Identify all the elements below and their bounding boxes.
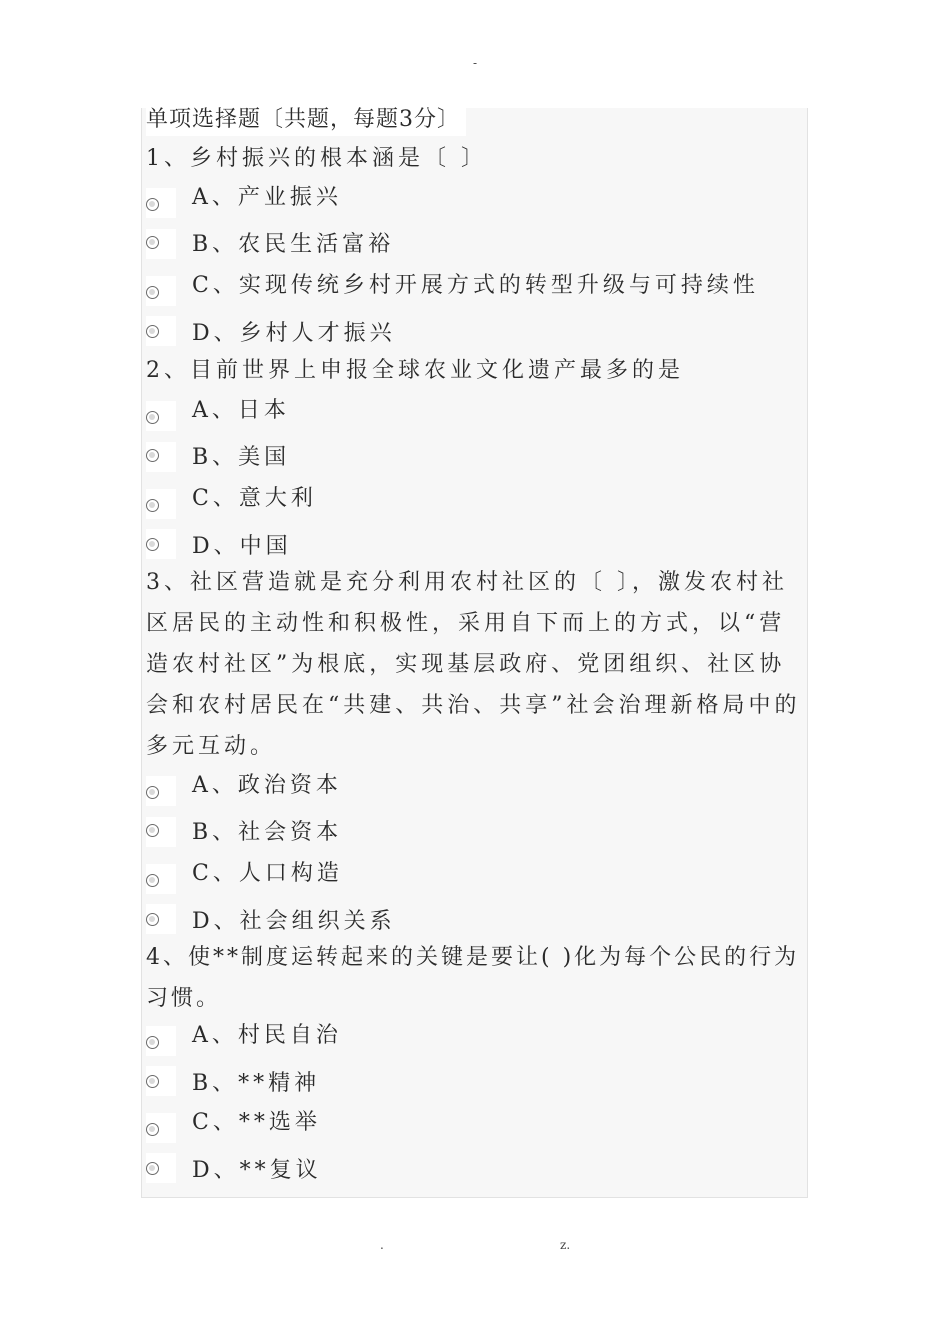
option-label: A、产业振兴 bbox=[192, 185, 342, 210]
radio-icon[interactable] bbox=[146, 236, 159, 249]
question-1-option-a[interactable] bbox=[146, 180, 766, 216]
option-label: A、日本 bbox=[192, 398, 290, 423]
option-label: D、乡村人才振兴 bbox=[192, 321, 396, 346]
question-3-option-a[interactable] bbox=[146, 768, 766, 804]
option-label: D、中国 bbox=[192, 534, 292, 559]
question-1-option-d[interactable] bbox=[146, 316, 766, 352]
question-1-option-b[interactable] bbox=[146, 227, 766, 263]
question-4-option-c[interactable] bbox=[146, 1105, 766, 1141]
option-label: A、村民自治 bbox=[192, 1023, 342, 1048]
radio-icon[interactable] bbox=[146, 824, 159, 837]
question-2-text: 2、目前世界上申报全球农业文化遗产最多的是 bbox=[146, 358, 684, 383]
question-4-text: 4、使**制度运转起来的关键是要让( )化为每个公民的行为习惯。 bbox=[146, 945, 800, 1011]
option-label: C、人口构造 bbox=[192, 861, 343, 886]
question-1-text: 1、乡村振兴的根本涵是〔 〕 bbox=[146, 146, 487, 171]
option-label: D、**复议 bbox=[192, 1158, 322, 1183]
page-header-mark: - bbox=[473, 56, 478, 70]
option-label: C、意大利 bbox=[192, 486, 317, 511]
radio-icon[interactable] bbox=[146, 1075, 159, 1088]
question-2-option-c[interactable] bbox=[146, 481, 766, 517]
radio-icon[interactable] bbox=[146, 325, 159, 338]
radio-icon[interactable] bbox=[146, 1162, 159, 1175]
radio-icon[interactable] bbox=[146, 1036, 159, 1049]
question-2-option-b[interactable] bbox=[146, 440, 766, 476]
radio-icon[interactable] bbox=[146, 786, 159, 799]
radio-icon[interactable] bbox=[146, 198, 159, 211]
option-label: A、政治资本 bbox=[192, 773, 342, 798]
radio-icon[interactable] bbox=[146, 1123, 159, 1136]
option-label: B、**精神 bbox=[192, 1071, 321, 1096]
question-4-option-a[interactable] bbox=[146, 1018, 766, 1054]
section-title: 单项选择题〔共题，每题3分〕 bbox=[146, 104, 466, 136]
question-3-option-d[interactable] bbox=[146, 904, 766, 940]
option-label: C、实现传统乡村开展方式的转型升级与可持续性 bbox=[192, 273, 759, 298]
radio-icon[interactable] bbox=[146, 874, 159, 887]
question-3-text: 3、社区营造就是充分利用农村社区的〔 〕，激发农村社区居民的主动性和积极性，采用自下而上的方式，以“营造农村社区”为根底，实现基层政府、党团组织、社区协会和农村居民在“共建、共治、共享”社会治理新格局中的多元互动。 bbox=[146, 570, 801, 759]
question-3-option-c[interactable] bbox=[146, 856, 766, 892]
question-2-option-d[interactable] bbox=[146, 529, 766, 565]
question-3-option-b[interactable] bbox=[146, 815, 766, 851]
option-label: B、社会资本 bbox=[192, 820, 343, 845]
question-4-option-d[interactable] bbox=[146, 1153, 766, 1189]
option-label: B、美国 bbox=[192, 445, 291, 470]
page-footer-right: z. bbox=[560, 1238, 571, 1252]
radio-icon[interactable] bbox=[146, 449, 159, 462]
radio-icon[interactable] bbox=[146, 913, 159, 926]
option-label: C、**选举 bbox=[192, 1110, 321, 1135]
radio-icon[interactable] bbox=[146, 499, 159, 512]
question-4-option-b[interactable] bbox=[146, 1066, 766, 1102]
option-label: D、社会组织关系 bbox=[192, 909, 396, 934]
radio-icon[interactable] bbox=[146, 286, 159, 299]
question-2-option-a[interactable] bbox=[146, 393, 766, 429]
option-label: B、农民生活富裕 bbox=[192, 232, 395, 257]
radio-icon[interactable] bbox=[146, 411, 159, 424]
radio-icon[interactable] bbox=[146, 538, 159, 551]
question-1-option-c[interactable] bbox=[146, 268, 766, 304]
page-footer-left: . bbox=[380, 1238, 384, 1252]
